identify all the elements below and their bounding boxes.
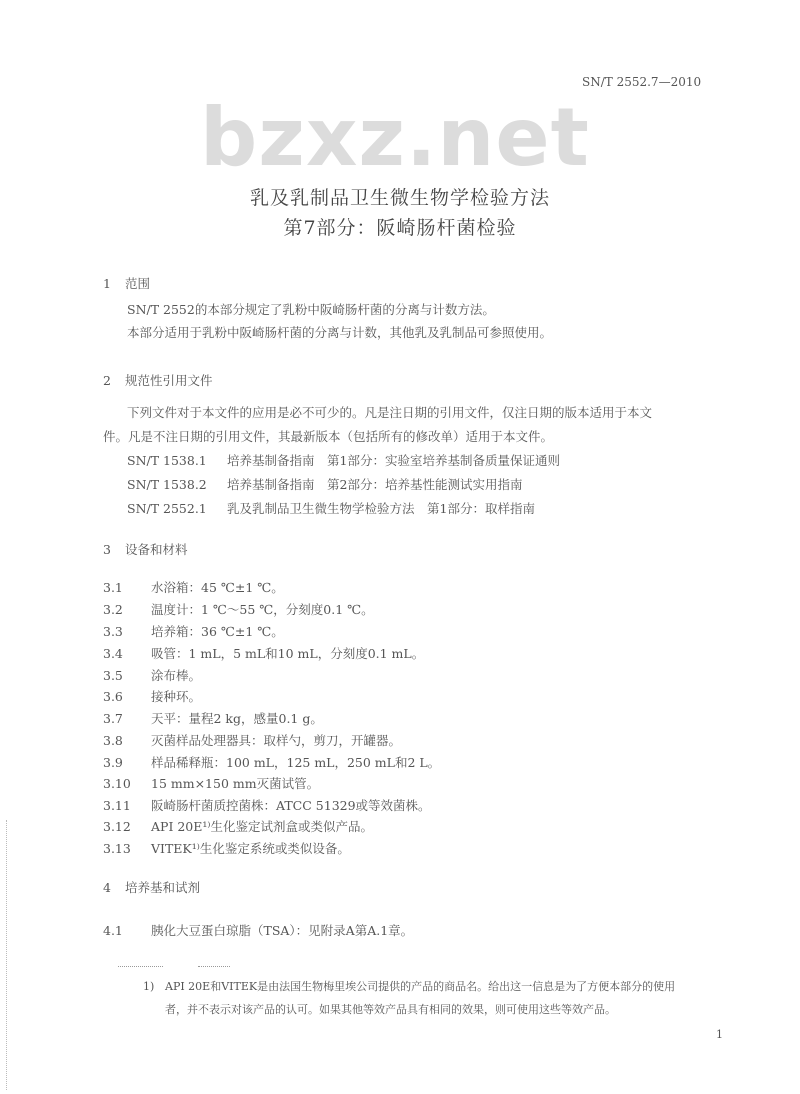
list-item: [103, 819, 373, 835]
section-title: 培养基和试剂: [125, 880, 201, 895]
item-text: 灭菌样品处理器具：取样勺，剪刀，开罐器。: [151, 733, 402, 748]
item-number: 3.9: [103, 755, 123, 770]
list-item: [103, 733, 401, 749]
reference-code: SN/T 2552.1: [127, 501, 207, 516]
list-item: [103, 689, 201, 705]
footnote-separator: [198, 966, 230, 967]
footnote: [143, 979, 675, 995]
list-item: [103, 602, 374, 618]
document-subtitle: 第7部分：阪崎肠杆菌检验: [283, 217, 517, 239]
item-number: 4.1: [103, 923, 123, 938]
item-number: 3.2: [103, 602, 123, 617]
item-text: 接种环。: [151, 689, 202, 704]
item-text: 吸管：1 mL，5 mL和10 mL，分刻度0.1 mL。: [151, 646, 425, 661]
section-number: 1: [103, 276, 111, 291]
reference-code: SN/T 1538.2: [127, 477, 207, 492]
footnote-separator: [118, 966, 163, 967]
reference-title: 培养基制备指南 第2部分：培养基性能测试实用指南: [227, 477, 523, 492]
item-text: VITEK¹⁾生化鉴定系统或类似设备。: [151, 841, 350, 856]
item-text: 涂布棒。: [151, 668, 202, 683]
section-heading-2: [103, 373, 213, 389]
list-item: [103, 776, 319, 792]
footnote-line: API 20E和VITEK是由法国生物梅里埃公司提供的产品的商品名。给出这一信息是为了方便本部分的使用: [165, 980, 676, 993]
section-number: 4: [103, 880, 111, 895]
item-number: 3.13: [103, 841, 131, 856]
item-text: 天平：量程2 kg，感量0.1 g。: [151, 711, 323, 726]
list-item: [103, 798, 431, 814]
item-number: 3.8: [103, 733, 123, 748]
section-title: 规范性引用文件: [125, 373, 213, 388]
paragraph: 件。凡是不注日期的引用文件，其最新版本（包括所有的修改单）适用于本文件。: [103, 429, 554, 444]
item-number: 3.10: [103, 776, 131, 791]
item-number: 3.1: [103, 580, 123, 595]
section-heading-4: [103, 880, 200, 896]
item-number: 3.11: [103, 798, 131, 813]
item-text: 温度计：1 ℃～55 ℃，分刻度0.1 ℃。: [151, 602, 374, 617]
list-item: [103, 841, 350, 857]
reference-item: [127, 501, 535, 517]
footnote-line: 者，并不表示对该产品的认可。如果其他等效产品具有相同的效果，则可使用这些等效产品。: [165, 1003, 616, 1016]
list-item: [103, 711, 323, 727]
item-text: 水浴箱：45 ℃±1 ℃。: [151, 580, 284, 595]
section-heading-3: [103, 542, 188, 558]
item-text: 阪崎肠杆菌质控菌株：ATCC 51329或等效菌株。: [151, 798, 431, 813]
paragraph: 本部分适用于乳粉中阪崎肠杆菌的分离与计数，其他乳及乳制品可参照使用。: [127, 325, 553, 340]
item-number: 3.6: [103, 689, 123, 704]
section-title: 范围: [125, 276, 151, 291]
reference-item: [127, 453, 560, 469]
paragraph: 下列文件对于本文件的应用是必不可少的。凡是注日期的引用文件，仅注日期的版本适用于本文: [127, 405, 653, 420]
section-number: 3: [103, 542, 111, 557]
standard-number: SN/T 2552.7—2010: [582, 75, 702, 89]
item-number: 3.12: [103, 819, 131, 834]
item-text: 15 mm×150 mm灭菌试管。: [151, 776, 320, 791]
section-title: 设备和材料: [125, 542, 188, 557]
reference-title: 乳及乳制品卫生微生物学检验方法 第1部分：取样指南: [227, 501, 535, 516]
footnote-mark: 1): [143, 980, 155, 993]
item-text: 培养箱：36 ℃±1 ℃。: [151, 624, 284, 639]
scan-edge: [6, 820, 7, 1090]
item-text: API 20E¹⁾生化鉴定试剂盒或类似产品。: [151, 819, 373, 834]
item-number: 3.3: [103, 624, 123, 639]
reference-title: 培养基制备指南 第1部分：实验室培养基制备质量保证通则: [227, 453, 560, 468]
list-item: [103, 646, 424, 662]
list-item: [103, 668, 201, 684]
list-item: [103, 755, 440, 771]
list-item: [103, 580, 284, 596]
reference-item: [127, 477, 522, 493]
list-item: [103, 923, 413, 939]
item-text: 胰化大豆蛋白琼脂（TSA）：见附录A第A.1章。: [151, 923, 414, 938]
item-number: 3.7: [103, 711, 123, 726]
reference-code: SN/T 1538.1: [127, 453, 207, 468]
section-number: 2: [103, 373, 111, 388]
paragraph: SN/T 2552的本部分规定了乳粉中阪崎肠杆菌的分离与计数方法。: [127, 302, 495, 317]
section-heading-1: [103, 276, 150, 292]
page-number: 1: [716, 1028, 723, 1041]
watermark: bzxz.net: [200, 91, 590, 184]
item-number: 3.4: [103, 646, 123, 661]
document-title: 乳及乳制品卫生微生物学检验方法: [249, 187, 550, 209]
list-item: [103, 624, 284, 640]
item-text: 样品稀释瓶：100 mL，125 mL，250 mL和2 L。: [151, 755, 441, 770]
item-number: 3.5: [103, 668, 123, 683]
